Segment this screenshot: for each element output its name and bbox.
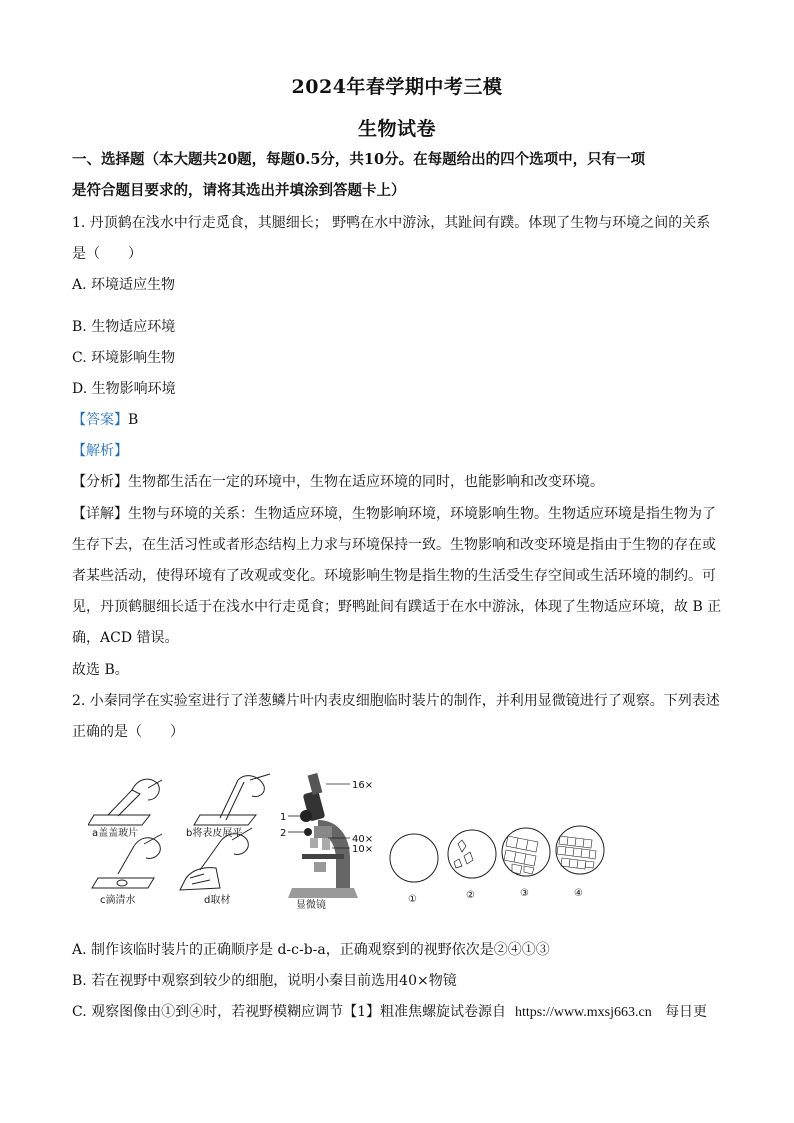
- watermark-tail: 每日更: [665, 1004, 708, 1020]
- q1-option-a: A. 环境适应生物: [72, 277, 176, 293]
- view-label-1: ①: [408, 894, 417, 905]
- q2-option-c-text: C. 观察图像由①到④时，若视野模糊应调节【1】粗准焦螺旋试卷源自: [72, 1004, 507, 1020]
- step-a-illustration: [88, 779, 162, 825]
- q1-stem-line-2: 是（ ）: [72, 246, 142, 262]
- mark-10x: 10×: [352, 844, 374, 855]
- q1-detail-line-4: 见，丹顶鹤腿细长适于在浅水中行走觅食；野鸭趾间有蹼适于在水中游泳，体现了生物适应环境，故 B 正: [72, 599, 722, 615]
- section-heading-line-2: 是符合题目要求的，请将其选出并填涂到答题卡上）: [72, 182, 406, 199]
- mark-1: 1: [280, 812, 287, 823]
- step-c-illustration: [92, 834, 162, 888]
- answer-tag: 【答案】: [72, 412, 128, 428]
- exam-subtitle: 生物试卷: [357, 118, 436, 140]
- figure-svg: [88, 770, 618, 915]
- q1-conclusion: 故选 B。: [72, 662, 129, 678]
- q2-stem-line-2: 正确的是（ ）: [72, 724, 184, 740]
- experiment-figure: [88, 770, 618, 915]
- q2-stem-line-1: 2. 小秦同学在实验室进行了洋葱鳞片叶内表皮细胞临时装片的制作，并利用显微镜进行了观察。下列表述: [72, 693, 720, 709]
- q1-option-c: C. 环境影响生物: [72, 350, 176, 366]
- xiangjie-tag: 【详解】: [72, 506, 128, 522]
- label-b: b将表皮展平: [186, 828, 243, 839]
- mark-2: 2: [280, 828, 287, 839]
- detail-text-1: 生物与环境的关系：生物适应环境，生物影响环境，环境影响生物。生物适应环境是指生物为了: [128, 506, 716, 522]
- label-microscope: 显微镜: [296, 900, 326, 911]
- q2-option-a: A. 制作该临时装片的正确顺序是 d-c-b-a，正确观察到的视野依次是②④①③: [72, 942, 550, 958]
- label-d: d取材: [204, 895, 231, 906]
- analysis-tag: 【解析】: [72, 443, 128, 459]
- q1-detail-line-5: 确，ACD 错误。: [72, 630, 179, 646]
- view-circle-1: [390, 834, 438, 882]
- watermark-url[interactable]: https://www.mxsj663.cn: [514, 1005, 652, 1020]
- q1-stem-line-1: 1. 丹顶鹤在浅水中行走觅食，其腿细长； 野鸭在水中游泳，其趾间有蹼。体现了生物与环境之间的关系: [72, 215, 711, 231]
- mark-40x: 40×: [352, 834, 374, 845]
- view-circle-4: [556, 826, 604, 874]
- q2-option-b: B. 若在视野中观察到较少的细胞，说明小秦目前选用40×物镜: [72, 973, 457, 989]
- view-label-3: ③: [520, 888, 529, 899]
- microscope-illustration: [288, 773, 358, 898]
- q1-option-b: B. 生物适应环境: [72, 319, 176, 335]
- answer-value: B: [128, 412, 139, 428]
- fenxi-tag: 【分析】: [72, 474, 128, 490]
- q1-detail-line-2: 生存下去，在生活习性或者形态结构上力求与环境保持一致。生物影响和改变环境是指由于生物的存在或: [72, 537, 716, 553]
- fields-of-view: [390, 826, 604, 882]
- section-heading-line-1: 一、选择题（本大题共20题，每题0.5分，共10分。在每题给出的四个选项中，只有一项: [72, 151, 646, 168]
- q2-option-c: [72, 1002, 732, 1023]
- view-label-2: ②: [466, 890, 475, 901]
- q1-fenxi: [72, 472, 732, 492]
- step-b-illustration: [194, 774, 270, 825]
- view-label-4: ④: [574, 888, 583, 899]
- mark-16x: 16×: [352, 780, 374, 791]
- label-a: a盖盖玻片: [92, 828, 139, 839]
- exam-title: 2024年春学期中考三模: [291, 76, 503, 98]
- q1-detail-line-1: [72, 504, 732, 524]
- q1-option-d: D. 生物影响环境: [72, 381, 176, 397]
- view-circle-3: [502, 828, 550, 876]
- q1-answer: [72, 410, 732, 430]
- fenxi-text: 生物都生活在一定的环境中，生物在适应环境的同时，也能影响和改变环境。: [128, 474, 604, 490]
- view-circle-2: [448, 830, 496, 878]
- label-c: c滴清水: [100, 895, 136, 906]
- q1-detail-line-3: 者某些活动，使得环境有了改观或变化。环境影响生物是指生物的生活受生存空间或生活环境的制约。可: [72, 568, 716, 584]
